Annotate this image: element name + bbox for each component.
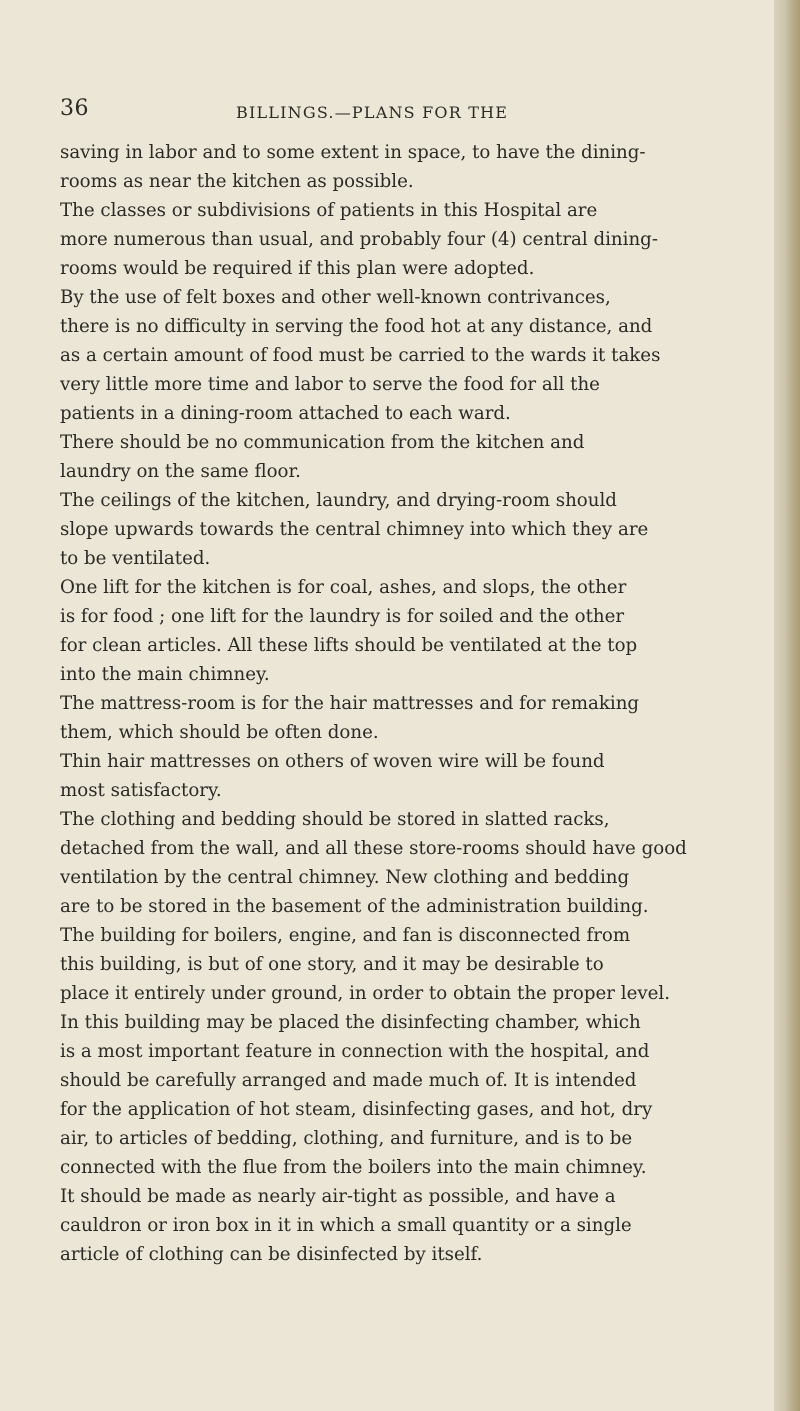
text-line: rooms as near the kitchen as possible. — [60, 171, 414, 192]
text-line: is for food ; one lift for the laundry is for soiled and the other — [60, 606, 625, 627]
text-line: into the main chimney. — [60, 664, 270, 685]
text-line: there is no difficulty in serving the food hot at any distance, and — [60, 316, 653, 337]
text-line: connected with the flue from the boilers into the main chimney. — [60, 1157, 647, 1178]
text-line: to be ventilated. — [60, 548, 211, 569]
text-line: Thin hair mattresses on others of woven wire will be found — [60, 751, 605, 772]
page-edge — [774, 0, 800, 1411]
text-line: The classes or subdivisions of patients in this Hospital are — [60, 200, 598, 221]
text-line: The ceilings of the kitchen, laundry, and drying-room should — [60, 490, 617, 511]
text-line: It should be made as nearly air-tight as possible, and have a — [60, 1186, 616, 1207]
text-line: for clean articles. All these lifts should be ventilated at the top — [60, 635, 638, 656]
text-line: more numerous than usual, and probably four (4) central dining- — [60, 229, 658, 250]
text-line: place it entirely under ground, in order to obtain the proper level. — [60, 983, 670, 1004]
page-header — [60, 94, 740, 134]
text-line: There should be no communication from the kitchen and — [60, 432, 585, 453]
text-line: article of clothing can be disinfected by itself. — [60, 1244, 483, 1265]
text-line: most satisfactory. — [60, 780, 222, 801]
text-line: rooms would be required if this plan were adopted. — [60, 258, 535, 279]
text-line: patients in a dining-room attached to each ward. — [60, 403, 511, 424]
text-line: as a certain amount of food must be carried to the wards it takes — [60, 345, 661, 366]
text-line: them, which should be often done. — [60, 722, 379, 743]
text-line: saving in labor and to some extent in space, to have the dining- — [60, 142, 646, 163]
text-line: should be carefully arranged and made much of. It is intended — [60, 1070, 637, 1091]
text-line: for the application of hot steam, disinfecting gases, and hot, dry — [60, 1099, 653, 1120]
text-line: cauldron or iron box in it in which a small quantity or a single — [60, 1215, 632, 1236]
text-line: very little more time and labor to serve the food for all the — [60, 374, 600, 395]
text-line: slope upwards towards the central chimney into which they are — [60, 519, 649, 540]
text-line: One lift for the kitchen is for coal, ashes, and slops, the other — [60, 577, 627, 598]
text-line: The clothing and bedding should be stored in slatted racks, — [60, 809, 610, 830]
text-line: The building for boilers, engine, and fan is disconnected from — [60, 925, 631, 946]
text-line: this building, is but of one story, and it may be desirable to — [60, 954, 604, 975]
text-line: The mattress-room is for the hair mattresses and for remaking — [60, 693, 640, 714]
text-line: are to be stored in the basement of the administration building. — [60, 896, 649, 917]
text-line: is a most important feature in connection with the hospital, and — [60, 1041, 650, 1062]
text-line: detached from the wall, and all these store-rooms should have good — [60, 838, 687, 859]
text-line: ventilation by the central chimney. New clothing and bedding — [60, 867, 630, 888]
page-number: 36 — [60, 96, 89, 121]
text-line: laundry on the same floor. — [60, 461, 301, 482]
running-head: BILLINGS.—PLANS FOR THE — [236, 103, 509, 122]
text-line: In this building may be placed the disinfecting chamber, which — [60, 1012, 641, 1033]
text-line: By the use of felt boxes and other well-known contrivances, — [60, 287, 611, 308]
body-text — [60, 138, 740, 1269]
text-line: air, to articles of bedding, clothing, and furniture, and is to be — [60, 1128, 633, 1149]
